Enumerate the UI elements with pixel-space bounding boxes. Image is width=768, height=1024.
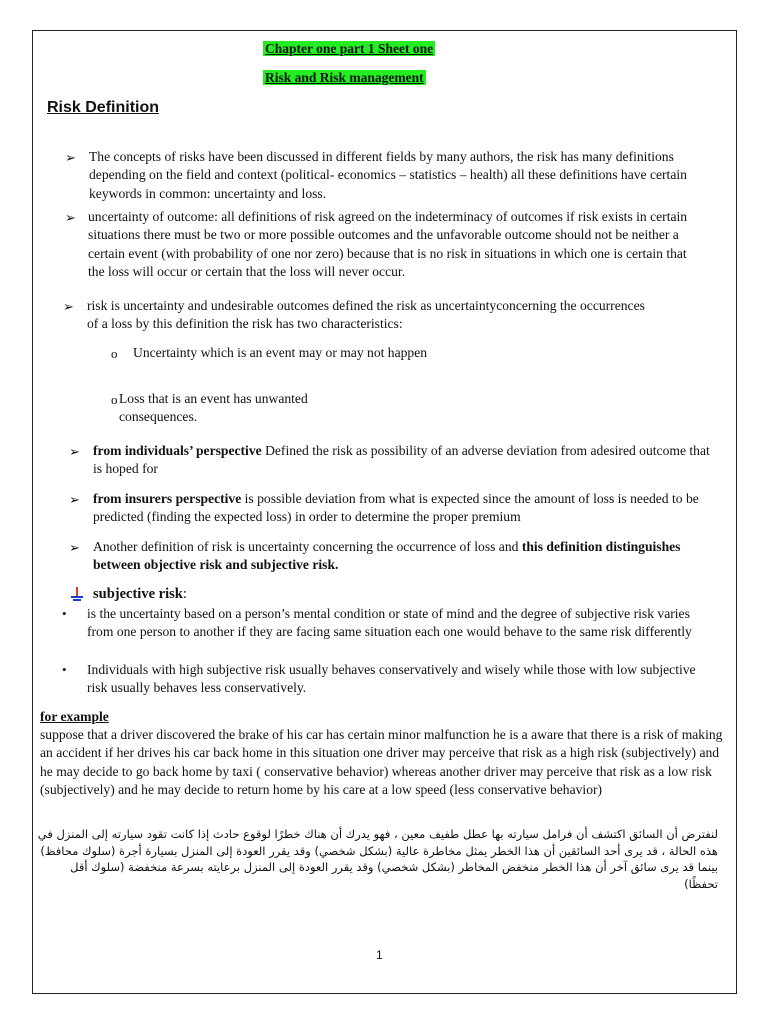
example-title: for example	[40, 709, 109, 724]
dot-bullet-icon: •	[62, 606, 67, 621]
arrow-bullet-icon: ➢	[65, 211, 76, 226]
example-text: suppose that a driver discovered the brake of his car has certain minor malfunction he is a aware that there is a risk of making an accident if her drives his car back home in this situation one driver may perceive that risk as a high risk (subjectively) and he may decide to go back home by taxi ( conservative behavior) whereas another driver may perceive that risk as a low risk (subjectively) and he may decide to return home by his care at a low speed (less conservative behavior)	[40, 727, 723, 797]
arrow-bullet-icon: ➢	[69, 445, 80, 460]
insurer-perspective: from insurers perspective is possible deviation from what is expected since the amount of loss is needed to be predicted (finding the expected loss) in order to determine the proper premium	[93, 491, 699, 525]
circle-bullet-icon: o	[111, 346, 118, 361]
bullet-uncertainty-outcome: uncertainty of outcome: all definitions of risk agreed on the indeterminacy of outcomes if risk exists in certain situations there must be two or more possible outcomes and the unfavorable outcome should not be neither a certain event (with probability of one nor zero) because that is no risk in situations in which one is certain that the loss will occur or certain that the loss will never occur.	[88, 209, 688, 279]
subjective-risk-title: subjective risk:	[93, 586, 187, 602]
bullet-concepts: The concepts of risks have been discussed in different fields by many authors, the risk has many definitions depending on the field and context (political- economics – statistics – health) all these definitions have certain keywords in common: uncertainty and loss.	[89, 149, 687, 201]
topic-heading: Risk and Risk management	[265, 70, 424, 85]
another-definition: Another definition of risk is uncertainty concerning the occurrence of loss and this definition distinguishes between objective risk and subjective risk.	[93, 539, 681, 573]
subjective-marker-icon	[71, 587, 83, 601]
arrow-bullet-icon: ➢	[69, 541, 80, 556]
arrow-bullet-icon: ➢	[65, 151, 76, 166]
page-number: 1	[376, 948, 383, 962]
characteristic-loss: Loss that is an event has unwanted consequences.	[119, 391, 308, 425]
bullet-uncertainty-definition: risk is uncertainty and undesirable outcomes defined the risk as uncertaintyconcerning the occurrences of a loss by this definition the risk has two characteristics:	[87, 298, 645, 332]
circle-bullet-icon: o	[111, 392, 118, 407]
chapter-heading: Chapter one part 1 Sheet one	[265, 41, 434, 56]
subjective-point-1: is the uncertainty based on a person’s mental condition or state of mind and the degree of subjective risk varies from one person to another if they are facing same situation each one would behave to the same risk differently	[87, 606, 692, 640]
section-title: Risk Definition	[47, 99, 160, 116]
arabic-translation: لنفترض أن السائق اكتشف أن فرامل سيارته بها عطل طفيف معين ، فهو يدرك أن هناك خطرًا لوقوع حادث إذا كانت تقود سيارته إلى المنزل في هذه الحالة ، قد يرى أحد السائقين أن هذا الخطر يمثل مخاطرة عالية (بشكل شخصي) وقد يقرر العودة إلى المنزل بسيارة أجرة (سلوك محافظ) بينما قد يرى سائق آخر أن هذا الخطر منخفض المخاطر (بشكل شخصي) وقد يقرر العودة إلى المنزل برعايته بسرعة منخفضة (سلوك أقل تحفظًا)	[37, 827, 718, 891]
individual-perspective: from individuals’ perspective Defined the risk as possibility of an adverse deviation from adesired outcome that is hoped for	[93, 443, 710, 477]
characteristic-uncertainty: Uncertainty which is an event may or may not happen	[133, 345, 428, 360]
arrow-bullet-icon: ➢	[63, 300, 74, 315]
subjective-point-2: Individuals with high subjective risk usually behaves conservatively and wisely while those with low subjective risk usually behaves less conservatively.	[87, 662, 696, 696]
arrow-bullet-icon: ➢	[69, 493, 80, 508]
dot-bullet-icon: •	[62, 662, 67, 677]
